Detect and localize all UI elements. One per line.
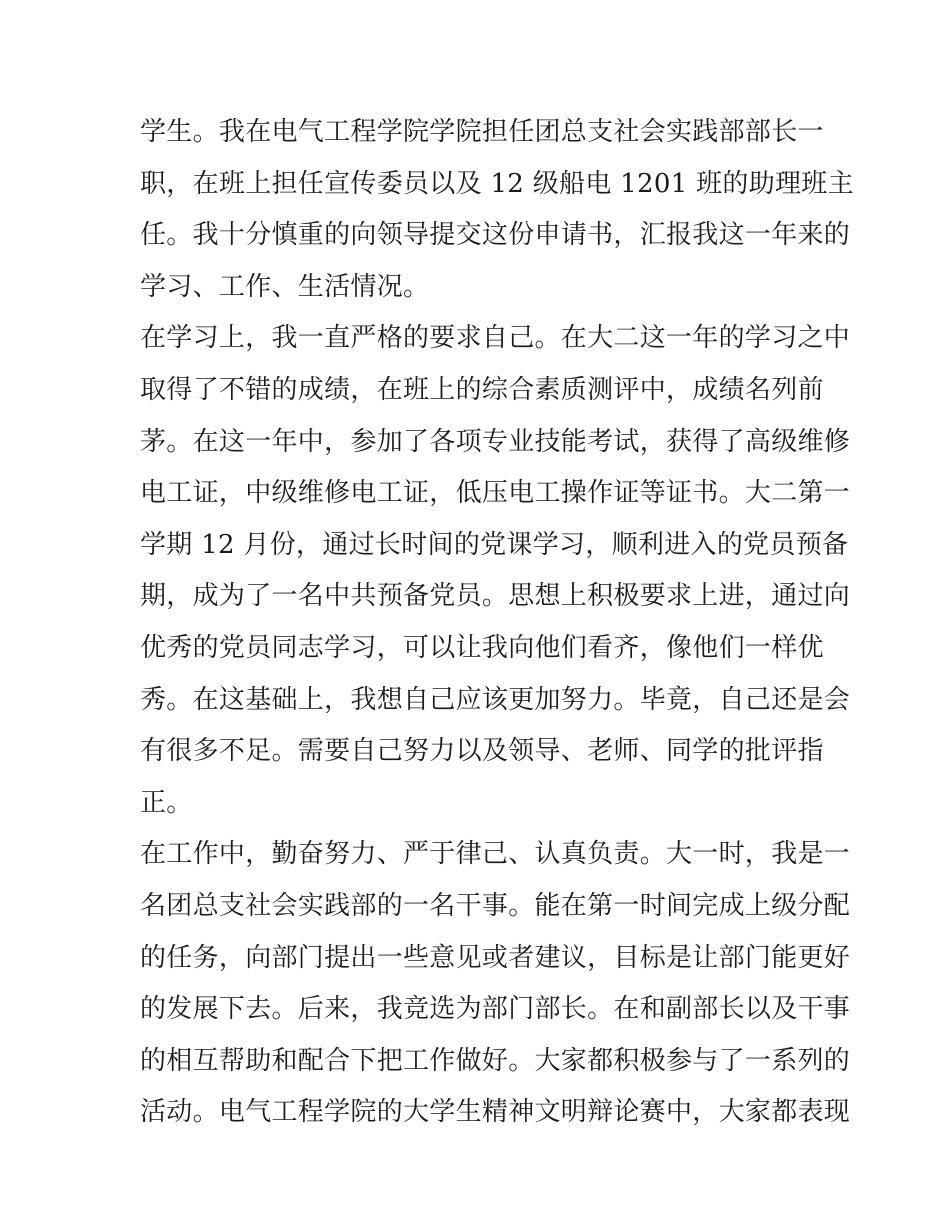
text-line: 学习、工作、生活情况。 [140,271,430,302]
document-body [140,107,854,1139]
text-line: 名团总支社会实践部的一名干事。能在第一时间完成上级分配 [140,890,851,921]
text-line: 职，在班上担任宣传委员以及 12 级船电 1201 班的助理班主 [140,168,854,199]
text-line: 的任务，向部门提出一些意见或者建议，目标是让部门能更好 [140,942,851,973]
text-line: 取得了不错的成绩，在班上的综合素质测评中，成绩名列前 [140,374,824,405]
text-line: 活动。电气工程学院的大学生精神文明辩论赛中，大家都表现 [140,1097,851,1128]
text-line: 正。 [140,787,193,818]
text-line: 在工作中，勤奋努力、严于律己、认真负责。大一时，我是一 [140,839,851,870]
text-line: 有很多不足。需要自己努力以及领导、老师、同学的批评指 [140,736,824,767]
text-line: 茅。在这一年中，参加了各项专业技能考试，获得了高级维修 [140,426,851,457]
text-line: 优秀的党员同志学习，可以让我向他们看齐，像他们一样优 [140,632,824,663]
text-line: 的相互帮助和配合下把工作做好。大家都积极参与了一系列的 [140,1045,851,1076]
text-line: 电工证，中级维修电工证，低压电工操作证等证书。大二第一 [140,478,851,509]
text-line: 任。我十分慎重的向领导提交这份申请书，汇报我这一年来的 [140,220,851,251]
text-line: 的发展下去。后来，我竞选为部门部长。在和副部长以及干事 [140,994,851,1025]
text-line: 在学习上，我一直严格的要求自己。在大二这一年的学习之中 [140,323,851,354]
paragraph-study [140,313,851,829]
text-line: 期，成为了一名中共预备党员。思想上积极要求上进，通过向 [140,581,851,612]
paragraph-work [140,829,851,1139]
paragraph-role-intro [140,107,854,313]
text-line: 秀。在这基础上，我想自己应该更加努力。毕竟，自己还是会 [140,684,851,715]
text-line: 学期 12 月份，通过长时间的党课学习，顺利进入的党员预备 [140,529,849,560]
text-line: 学生。我在电气工程学院学院担任团总支社会实践部部长一 [140,117,824,147]
